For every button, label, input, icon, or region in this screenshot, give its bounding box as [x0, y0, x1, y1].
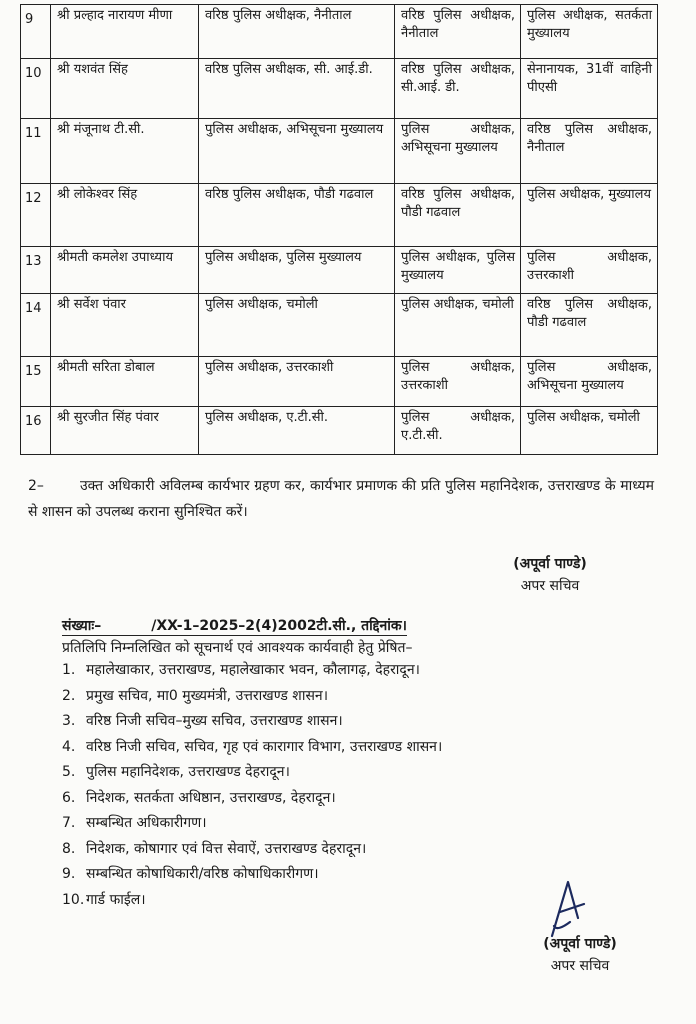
- item-text: प्रमुख सचिव, मा0 मुख्यमंत्री, उत्तराखण्ड शासन।: [86, 687, 328, 704]
- serial-number: 16: [21, 407, 51, 455]
- signatory-name: (अपूर्वा पाण्डे): [543, 936, 617, 952]
- table-row: [21, 5, 658, 59]
- list-item: [62, 684, 442, 710]
- posting-detail: वरिष्ठ पुलिस अधीक्षक, पौडी गढवाल: [395, 184, 521, 247]
- item-text: महालेखाकार, उत्तराखण्ड, महालेखाकार भवन, कौलागढ़, देहरादून।: [86, 662, 420, 678]
- current-posting: पुलिस अधीक्षक, चमोली: [199, 294, 395, 357]
- posting-detail: पुलिस अधीक्षक, चमोली: [395, 294, 521, 357]
- paragraph-text: उक्त अधिकारी अविलम्ब कार्यभार ग्रहण कर, कार्यभार प्रमाणक की प्रति पुलिस महानिदेशक, उत्तराखण्ड के माध्यम से शासन को उपलब्ध कराना सुनिश्चित करें।: [28, 478, 654, 520]
- handwritten-signature-icon: [548, 878, 588, 940]
- list-item: [62, 837, 442, 863]
- new-posting: पुलिस अधीक्षक, मुख्यालय: [521, 184, 658, 247]
- list-item: [62, 709, 442, 735]
- serial-number: 13: [21, 247, 51, 294]
- posting-detail: वरिष्ठ पुलिस अधीक्षक, नैनीताल: [395, 5, 521, 59]
- item-number: 2.: [62, 687, 76, 704]
- table-row: [21, 294, 658, 357]
- list-item: [62, 811, 442, 837]
- item-text: सम्बन्धित अधिकारीगण।: [86, 815, 207, 831]
- item-text: निदेशक, सतर्कता अधिष्ठान, उत्तराखण्ड, देहरादून।: [86, 789, 336, 806]
- table-row: [21, 407, 658, 455]
- serial-number: 11: [21, 119, 51, 184]
- item-text: पुलिस महानिदेशक, उत्तराखण्ड देहरादून।: [86, 764, 290, 780]
- item-number: 1.: [62, 662, 76, 678]
- current-posting: वरिष्ठ पुलिस अधीक्षक, सी. आई.डी.: [199, 59, 395, 119]
- posting-detail: पुलिस अधीक्षक, उत्तरकाशी: [395, 357, 521, 407]
- paragraph-number: 2–: [28, 478, 44, 494]
- current-posting: पुलिस अधीक्षक, उत्तरकाशी: [199, 357, 395, 407]
- posting-detail: पुलिस अधीक्षक, पुलिस मुख्यालय: [395, 247, 521, 294]
- officer-name: श्री लोकेश्वर सिंह: [51, 184, 199, 247]
- list-item: [62, 760, 442, 786]
- new-posting: सेनानायक, 31वीं वाहिनी पीएसी: [521, 59, 658, 119]
- table-row: [21, 119, 658, 184]
- list-item: [62, 888, 442, 914]
- table-row: [21, 184, 658, 247]
- signature-block: [500, 933, 660, 977]
- current-posting: पुलिस अधीक्षक, अभिसूचना मुख्यालय: [199, 119, 395, 184]
- officer-name: श्री सुरजीत सिंह पंवार: [51, 407, 199, 455]
- table-row: [21, 247, 658, 294]
- item-number: 4.: [62, 738, 76, 755]
- list-item: [62, 735, 442, 761]
- serial-number: 15: [21, 357, 51, 407]
- officer-name: श्री यशवंत सिंह: [51, 59, 199, 119]
- reference-value: /XX-1–2025–2(4)2002टी.सी., तद्दिनांक।: [151, 618, 407, 634]
- item-number: 10.: [62, 891, 85, 908]
- table-row: [21, 59, 658, 119]
- item-text: सम्बन्धित कोषाधिकारी/वरिष्ठ कोषाधिकारीगण।: [86, 866, 319, 882]
- new-posting: वरिष्ठ पुलिस अधीक्षक, नैनीताल: [521, 119, 658, 184]
- list-item: [62, 658, 442, 684]
- serial-number: 12: [21, 184, 51, 247]
- posting-detail: पुलिस अधीक्षक, अभिसूचना मुख्यालय: [395, 119, 521, 184]
- item-number: 8.: [62, 840, 76, 857]
- item-number: 7.: [62, 815, 76, 831]
- officer-name: श्री सर्वेश पंवार: [51, 294, 199, 357]
- table-row: [21, 357, 658, 407]
- new-posting: पुलिस अधीक्षक, चमोली: [521, 407, 658, 455]
- signatory-designation: अपर सचिव: [550, 958, 610, 974]
- list-item: [62, 862, 442, 888]
- current-posting: वरिष्ठ पुलिस अधीक्षक, नैनीताल: [199, 5, 395, 59]
- new-posting: वरिष्ठ पुलिस अधीक्षक, पौडी गढवाल: [521, 294, 658, 357]
- posting-detail: पुलिस अधीक्षक, ए.टी.सी.: [395, 407, 521, 455]
- serial-number: 9: [21, 5, 51, 59]
- item-text: वरिष्ठ निजी सचिव–मुख्य सचिव, उत्तराखण्ड शासन।: [86, 713, 343, 729]
- serial-number: 10: [21, 59, 51, 119]
- list-item: [62, 786, 442, 812]
- current-posting: पुलिस अधीक्षक, ए.टी.सी.: [199, 407, 395, 455]
- posting-detail: वरिष्ठ पुलिस अधीक्षक, सी.आई. डी.: [395, 59, 521, 119]
- new-posting: पुलिस अधीक्षक, उत्तरकाशी: [521, 247, 658, 294]
- reference-number: [62, 616, 407, 636]
- officer-name: श्री मंजूनाथ टी.सी.: [51, 119, 199, 184]
- current-posting: पुलिस अधीक्षक, पुलिस मुख्यालय: [199, 247, 395, 294]
- current-posting: वरिष्ठ पुलिस अधीक्षक, पौडी गढवाल: [199, 184, 395, 247]
- item-text: वरिष्ठ निजी सचिव, सचिव, गृह एवं कारागार विभाग, उत्तराखण्ड शासन।: [86, 738, 443, 755]
- new-posting: पुलिस अधीक्षक, सतर्कता मुख्यालय: [521, 5, 658, 59]
- officer-name: श्रीमती सरिता डोबाल: [51, 357, 199, 407]
- item-number: 5.: [62, 764, 76, 780]
- item-text: गार्ड फाईल।: [86, 891, 146, 908]
- item-text: निदेशक, कोषागार एवं वित्त सेवाऐं, उत्तराखण्ड देहरादून।: [86, 840, 367, 857]
- new-posting: पुलिस अधीक्षक, अभिसूचना मुख्यालय: [521, 357, 658, 407]
- item-number: 6.: [62, 789, 76, 806]
- officer-name: श्रीमती कमलेश उपाध्याय: [51, 247, 199, 294]
- signatory-designation: अपर सचिव: [520, 578, 580, 594]
- item-number: 9.: [62, 866, 76, 882]
- copy-intro: प्रतिलिपि निम्नलिखित को सूचनार्थ एवं आवश्यक कार्यवाही हेतु प्रेषित–: [62, 640, 413, 656]
- signatory-name: (अपूर्वा पाण्डे): [513, 556, 587, 572]
- transfer-table: [20, 4, 658, 455]
- serial-number: 14: [21, 294, 51, 357]
- reference-label: संख्याः–: [62, 618, 102, 634]
- instruction-paragraph: [28, 473, 654, 525]
- signature-block: [470, 553, 630, 597]
- officer-name: श्री प्रल्हाद नारायण मीणा: [51, 5, 199, 59]
- item-number: 3.: [62, 713, 76, 729]
- copy-recipients-list: [62, 658, 442, 913]
